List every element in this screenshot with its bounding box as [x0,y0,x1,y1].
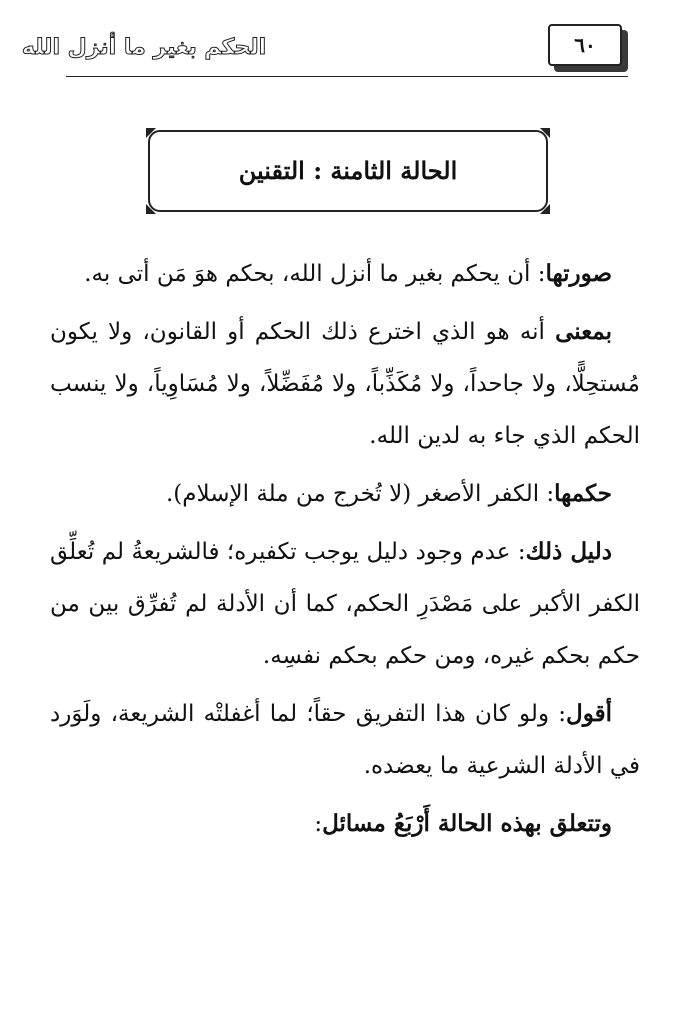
paragraph-label: صورتها [545,260,612,287]
page-number: ٦٠ [548,24,622,66]
paragraph [50,468,640,520]
paragraph [50,248,640,300]
frame-corner-ornament [540,128,550,138]
paragraph [50,526,640,682]
frame-corner-ornament [146,204,156,214]
paragraph-label: وتتعلق بهذه الحالة أَرْبَعُ مسائل [322,810,612,837]
paragraph-label: حكمها [554,480,612,507]
paragraph-label: بمعنى [555,318,612,345]
paragraph [50,306,640,462]
section-title: الحالة الثامنة : التقنين [238,156,458,185]
frame-corner-ornament [146,128,156,138]
paragraph-text: أنه هو الذي اخترع ذلك الحكم أو القانون، ولا يكون مُستحِلًّا، ولا جاحداً، ولا مُكَذِّباً، ولا مُفَضِّلاً، ولا مُسَاوِياً، ولا ينسب الحكم الذي جاء به لدين الله. [50,319,640,449]
book-title-calligraphy: الحكم بغير ما أنزل الله [21,34,267,60]
section-heading-frame [148,130,548,212]
paragraph-label: أقول [566,700,612,727]
body-text [50,248,640,856]
paragraph-text: : أن يحكم بغير ما أنزل الله، بحكم هوَ مَن أتى به. [84,261,546,287]
paragraph-label: دليل ذلك [525,538,612,565]
header-rule [66,76,628,77]
paragraph-text: : عدم وجود دليل يوجب تكفيره؛ فالشريعةُ لم تُعلِّق الكفر الأكبر على مَصْدَرِ الحكم، كما أن الأدلة لم تُفرِّق بين من حكم بحكم غيره، ومن حكم بحكم نفسِه. [50,539,640,669]
paragraph-text: : ولو كان هذا التفريق حقاً؛ لما أغفلتْه الشريعة، ولَوَرد في الأدلة الشرعية ما يعضده. [50,701,640,779]
paragraph [50,798,640,850]
paragraph-text: : [314,811,323,837]
frame-corner-ornament [540,204,550,214]
paragraph [50,688,640,792]
paragraph-text: : الكفر الأصغر (لا تُخرج من ملة الإسلام). [166,481,555,507]
